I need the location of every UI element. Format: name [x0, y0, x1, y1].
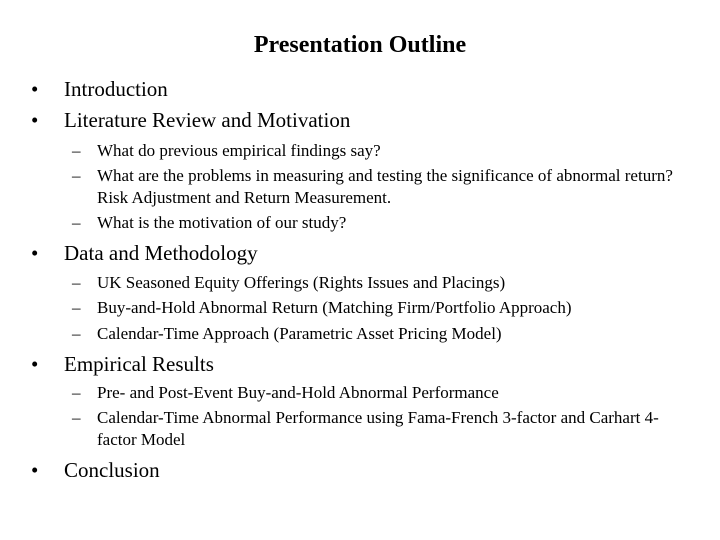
- dash-icon: –: [72, 324, 81, 343]
- sub-item-text: What do previous empirical findings say?: [97, 141, 381, 160]
- sub-item: [72, 323, 692, 345]
- dash-icon: –: [72, 141, 81, 160]
- bullet-icon: •: [31, 77, 39, 101]
- sub-item-text: Calendar-Time Abnormal Performance using Fama-French 3-factor and Carhart 4-factor Model: [97, 408, 659, 449]
- outline-item-introduction: [31, 76, 168, 102]
- outline-item-label: Literature Review and Motivation: [64, 108, 351, 132]
- bullet-icon: •: [31, 352, 39, 376]
- sub-item: [72, 272, 692, 294]
- outline-item-data-methodology: [31, 240, 258, 266]
- sub-item-text: Buy-and-Hold Abnormal Return (Matching Firm/Portfolio Approach): [97, 298, 572, 317]
- slide-title: Presentation Outline: [253, 32, 467, 58]
- sub-item-text: What are the problems in measuring and testing the significance of abnormal return? Risk Adjustment and Return Measurement.: [97, 166, 673, 207]
- dash-icon: –: [72, 273, 81, 292]
- sub-item: [72, 165, 692, 209]
- dash-icon: –: [72, 166, 81, 185]
- dash-icon: –: [72, 383, 81, 402]
- outline-item-label: Data and Methodology: [64, 241, 258, 265]
- bullet-icon: •: [31, 241, 39, 265]
- sub-item: [72, 407, 692, 451]
- outline-item-label: Conclusion: [64, 458, 160, 482]
- sub-item: [72, 212, 692, 234]
- bullet-icon: •: [31, 458, 39, 482]
- outline-item-label: Empirical Results: [64, 352, 214, 376]
- sub-item: [72, 382, 692, 404]
- dash-icon: –: [72, 408, 81, 427]
- dash-icon: –: [72, 298, 81, 317]
- sub-item-text: What is the motivation of our study?: [97, 213, 347, 232]
- bullet-icon: •: [31, 108, 39, 132]
- sub-item-text: Calendar-Time Approach (Parametric Asset Pricing Model): [97, 324, 502, 343]
- outline-item-label: Introduction: [64, 77, 168, 101]
- sub-item-text: Pre- and Post-Event Buy-and-Hold Abnormal Performance: [97, 383, 499, 402]
- dash-icon: –: [72, 213, 81, 232]
- sub-item: [72, 140, 692, 162]
- outline-item-conclusion: [31, 457, 160, 483]
- sub-item-text: UK Seasoned Equity Offerings (Rights Issues and Placings): [97, 273, 506, 292]
- outline-item-empirical-results: [31, 351, 214, 377]
- sub-item: [72, 297, 692, 319]
- outline-item-literature-review: [31, 107, 350, 133]
